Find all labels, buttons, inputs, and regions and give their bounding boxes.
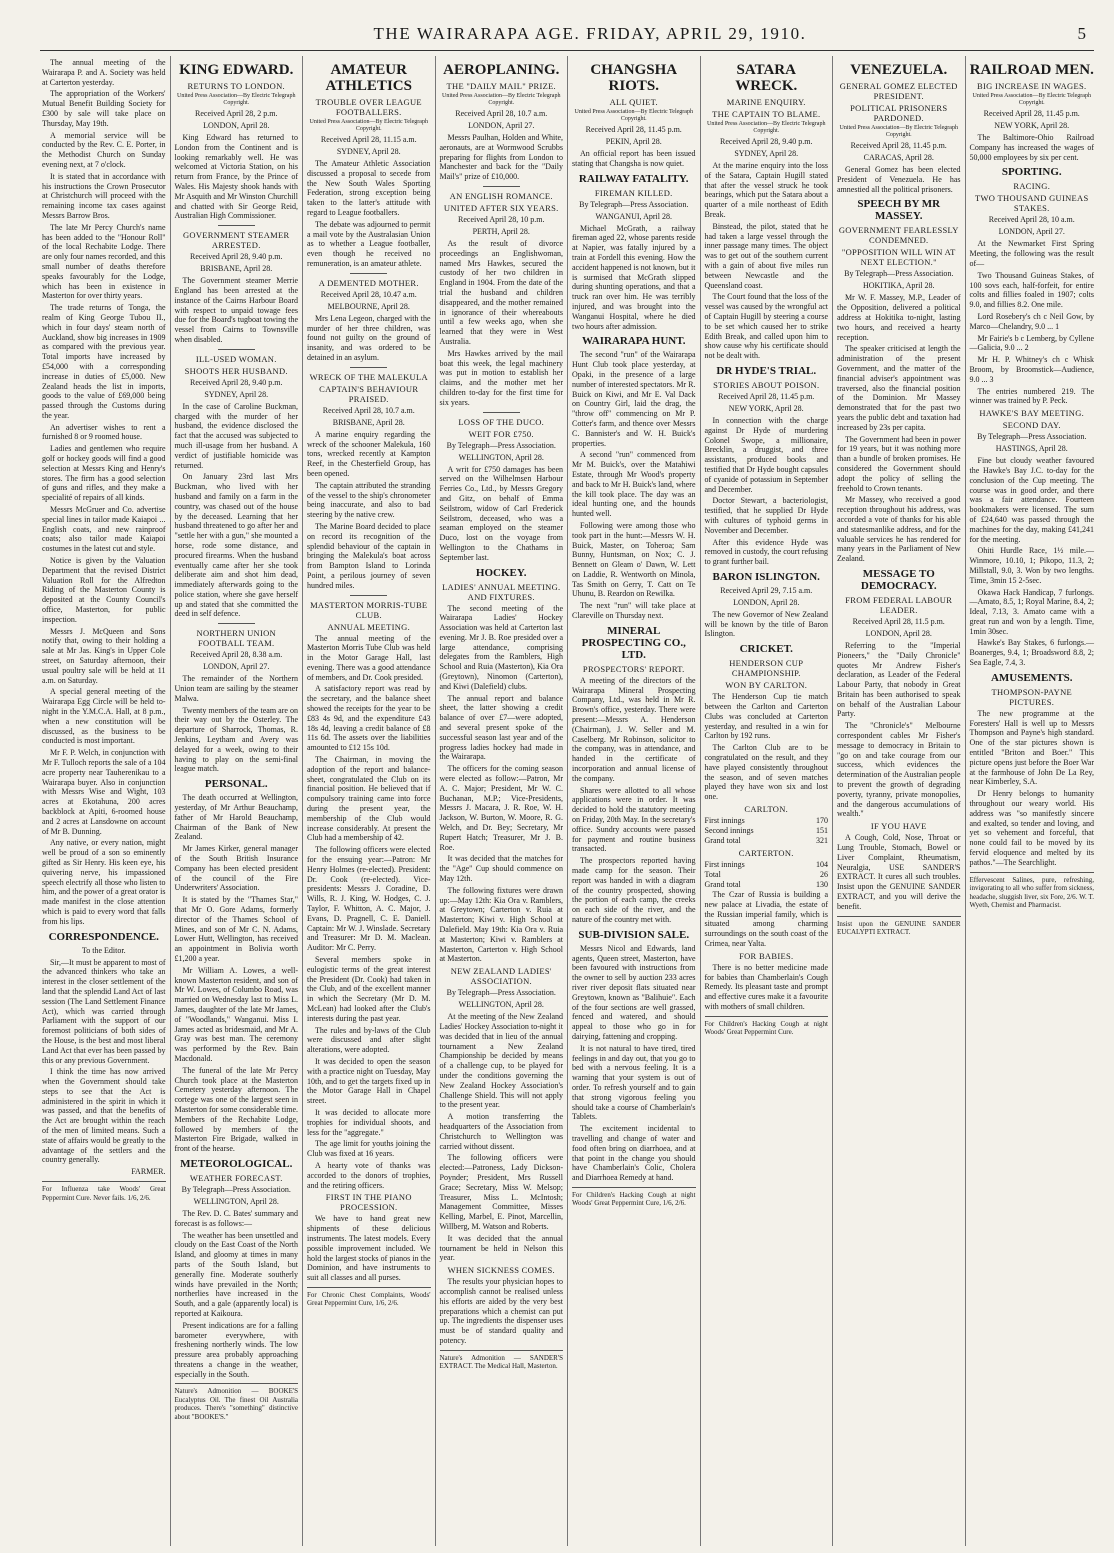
subheading: UNITED AFTER SIX YEARS. (443, 202, 559, 213)
article-paragraph: After this evidence Hyde was removed in custody, the court refusing to grant further bail. (704, 537, 828, 567)
dateline-received: Received April 28, 10.7 a.m. (455, 109, 548, 118)
dateline-received: By Telegraph—Press Association. (579, 199, 689, 209)
score-row (705, 836, 829, 846)
news-item: Messrs McGruer and Co. advertise special lines in tailor made Kaiapoi ... English coats, and new rainproof coats; also tailor made Kaiapoi costumes in the latest cut and style. (42, 505, 166, 554)
subheading: RACING. (1013, 181, 1051, 192)
headline-aeroplaning: AEROPLANING. (443, 62, 560, 78)
divider (350, 367, 387, 368)
subheading: RETURNS TO LONDON. (187, 81, 285, 91)
article-paragraph: The following officers were elected:—Patroness, Lady Dickson-Poynder; President, Mrs Russell Grace; Secretary, Miss W. Melsop; Treasurer, Miss L. McIntosh; Management Committee, Misses Kelling, Marbel, E. Pinot, Marcellin, Willberg, M. Watson and Roberts. (439, 1153, 563, 1231)
dateline-received: Received April 28, 2 p.m. (195, 109, 278, 118)
article-paragraph: Messrs Nicol and Edwards, land agents, Queen street, Masterton, have been favoured with instructions from the owner to sell by auction 233 acres river river deposit flats situated near Greytown, known as "Balihuie". Each of the four sections are well grassed, fenced and watered, and should appeal to those who go in for dairying, fattening and cropping. (572, 943, 696, 1041)
article-paragraph: Mr W. F. Massey, M.P., Leader of the Opposition, delivered a political address at Hokitika to-night, lasting two hours, and received a hearty reception. (837, 293, 961, 342)
article-paragraph: Mrs Lena Legeon, charged with the murder of her three children, was found not guilty on the ground of insanity, and was ordered to be detained in an asylum. (307, 313, 431, 362)
article-paragraph: A Cough, Cold, Nose, Throat or Lung Trouble, Stomach, Bowel or Liver Complaint, Rheumatism, Neuralgia, USE SANDER'S EXTRACT. It cures all such troubles. Insist upon the GENUINE SANDER EXTRACT, and you will derive the benefit. (837, 833, 961, 911)
article-paragraph: A motion transferring the headquarters of the Association from Christchurch to Wellington was carried without dissent. (439, 1112, 563, 1151)
dateline-city: PEKIN, April 28. (605, 137, 662, 146)
advertisement: For Influenza take Woods' Great Peppermint Cure. Never fails. 1/6, 2/6. (42, 1181, 166, 1202)
divider (218, 349, 255, 350)
article-paragraph: The rules and by-laws of the Club were discussed and after slight alterations, were adopted. (307, 1025, 431, 1055)
score-row (705, 870, 829, 880)
news-item: The appropriation of the Workers' Mutual Benefit Building Society for £300 by sale will take place on Thursday, May 19th. (42, 89, 166, 128)
article-paragraph: Doctor Stewart, a bacteriologist, testified, that he supplied Dr Hyde with cultures of typhoid germs in November and December. (704, 496, 828, 535)
article-paragraph: An official report has been issued stating that Changsha is now quiet. (572, 149, 696, 168)
headline-amateur-athletics: AMATEUR ATHLETICS (325, 62, 412, 94)
article-paragraph: It was decided that the matches for the "Age" Cup should commence on May 12th. (439, 854, 563, 884)
advertisement: For Children's Hacking Cough at night Woods' Great Peppermint Cure. (705, 1016, 829, 1037)
headline-baron-islington: BARON ISLINGTON. (712, 570, 820, 583)
article-paragraph: The prospectors reported having made camp for the season. Their report was handed in with a diagram of the country prospected, showing the portion of each camp, the creeks on each side of the river, and the nature of the country met with. (572, 856, 696, 924)
headline-amusements: AMUSEMENTS. (990, 671, 1073, 684)
article-paragraph: The "Chronicle's" Melbourne correspondent cables Mr Fisher's message to democracy in Britain to "go on and take courage from our success, which evidences the determination of the Australian people to prevent the growth of degrading poverty, tyranny, private monopolies, and the dangerous accumulations of wealth." (837, 721, 961, 819)
wire-credit: United Press Association—By Electric Telegraph Copyright. (972, 93, 1091, 106)
divider (218, 225, 255, 226)
subheading: CAPTAIN'S BEHAVIOUR PRAISED. (319, 383, 419, 404)
headline-speech-by-mr-massey: SPEECH BY MR MASSEY. (857, 198, 941, 223)
headline-wairarapa-hunt: WAIRARAPA HUNT. (582, 335, 686, 348)
dateline-received: By Telegraph—Press Association. (844, 269, 954, 279)
column-1 (38, 56, 171, 1546)
score-value: 130 (816, 880, 828, 890)
subheading: GOVERNMENT STEAMER ARRESTED. (182, 230, 290, 251)
dateline-city: SYDNEY, April 28. (204, 389, 269, 399)
subheading: FROM FEDERAL LABOUR LEADER. (845, 594, 953, 615)
dateline-city: LONDON, April 28. (733, 597, 800, 607)
article-paragraph: Mr Massey, who received a good reception throughout his address, was accorded a vote of thanks for his able and statesmanlike address, and for the valuable services he has rendered for many years in the Parliament of New Zealand. (837, 495, 961, 564)
dateline-city: CARACAS, April 28. (863, 153, 934, 162)
dateline-city: SYDNEY, April 28. (336, 147, 401, 156)
article-paragraph: The Czar of Russia is building a new palace at Livadia, the estate of the Russian imperial family, which is situated among charming surroundings on the south coast of the Crimea, near Yalta. (704, 890, 828, 949)
score-label: Grand total (704, 836, 741, 846)
advertisement: Nature's Admonition — BOOKE'S Eucalyptus Oil. The finest Oil Australia produces. There's "something" distinctive about "BOOKE'S." (175, 1383, 299, 1421)
article-paragraph: The age limit for youths joining the Club was fixed at 16 years. (307, 1139, 431, 1159)
letter-paragraph: Sir,—It must be apparent to most of the advanced thinkers who take an interest in the closer settlement of the land that the splendid Land Act of last session (The Land Settlement Finance Act), which was carried through Parliament with the support of our foremost politicians of both sides of the House, is the best and most liberal Land Act that ever has been passed by this or any previous Government. (42, 957, 166, 1065)
divider (483, 186, 520, 187)
news-item: The annual meeting of the Wairarapa P. and A. Society was held at Carterton yesterday. (42, 58, 166, 87)
score-row (705, 816, 829, 826)
article-paragraph: The Amateur Athletic Association discussed a proposal to secede from the New South Wales Sporting Federation, strong exception being taken to the latter's attitude with regard to League footballers. (307, 159, 431, 217)
article-paragraph: The Baltimore-Ohio Railroad Company has increased the wages of 50,000 employees by six per cent. (969, 133, 1094, 162)
article-paragraph: The Government steamer Merrie England has been arrested at the instance of the Cairns Harbour Board with respect to unpaid towage fees due for the Board's tugboat towing the vessel from Cairns to Townsville when disabled. (174, 276, 298, 344)
race-result: Hawke's Bay Stakes, 6 furlongs.—Boanerges, 9.4, 1; Broadsword 8.8, 2; Sea Eagle, 7.4, 3. (969, 638, 1094, 668)
race-result: Lord Rosebery's ch c Neil Gow, by Marco—Chelandry, 9.0 ... 1 (969, 311, 1094, 331)
dateline-city: WELLINGTON, April 28. (458, 1000, 544, 1010)
dateline-city: BRISBANE, April 28. (200, 264, 273, 274)
race-result: Mr Fairie's b c Lemberg, by Cyllene—Galicia, 9.0 ... 2 (969, 333, 1094, 353)
subheading: BIG INCREASE IN WAGES. (977, 81, 1087, 91)
headline-mineral-prospecting: MINERAL PROSPECTING CO., LTD. (581, 624, 686, 661)
page-number: 5 (1077, 24, 1086, 43)
article-paragraph: The weather has been unsettled and cloudy on the East Coast of the North Island, and gloomy at times in many parts of the South Island, but generally fine. Moderate southerly winds have prevailed in the North; northerlies have increased in the South, and a gale (apparently local) is reported at Kaikoura. (174, 1230, 298, 1318)
subheading: GOVERNMENT FEARLESSLY CONDEMNED. (838, 225, 959, 246)
article-paragraph: Messrs Paulhan, Holden and White, aeronauts, are at Wormwood Scrubbs preparing for flights from London to Manchester and back for the "Daily Mail's" prize of £10,000. (439, 133, 563, 182)
subheading: "OPPOSITION WILL WIN AT NEXT ELECTION." (841, 247, 956, 268)
headline-dr-hydes-trial: DR HYDE'S TRIAL. (716, 364, 817, 377)
subheading: HAWKE'S BAY MEETING. (979, 408, 1085, 419)
score-label: Total (704, 870, 721, 880)
article-paragraph: Mrs Hawkes arrived by the mail boat this week, the legal machinery was put in motion to establish her claims, and the mother met her children to-day for the first time for six years. (439, 348, 563, 407)
article-paragraph: Several members spoke in eulogistic terms of the great interest the President (Dr. Cook) had taken in the Club, and of the excellent manner in which the Secretary (Mr D. M. McLean) had looked after the Club's interests during the past year. (307, 955, 431, 1023)
article-paragraph: Twenty members of the team are on their way out by the Osterley. The departure of Sharrock, Thomas, R. Jenkins, Leytham and Avery was delayed for a week, owing to their having to play on the semi-final league match. (174, 705, 298, 774)
subheading: FOR BABIES. (739, 950, 794, 961)
column-6 (701, 56, 834, 1546)
subheading: POLITICAL PRISONERS PARDONED. (850, 103, 948, 123)
dateline-received: Received April 29, 7.15 a.m. (720, 585, 813, 595)
wire-credit: United Press Association—By Electric Telegraph Copyright. (309, 119, 428, 132)
article-paragraph: A second "run" commenced from Mr M. Buick's, over the Matahiwi Estate, through Mr Wood's property and back to Mr H. Buick's land, where the kill took place. The day was an ideal hunting one, and the hounds hunted well. (572, 450, 696, 519)
news-item: The trade returns of Tonga, the realm of King George Tubou II., which in four days' steam north of Auckland, show big increases in 1909 as compared with the previous year. Total imports have increased by £54,000 with a corresponding increase in duties of £5,000. New Zealand heads the list in imports, goods to the value of £69,000 being passed through the Customs during the year. (42, 303, 166, 420)
dateline-received: Received April 28, 10.7 a.m. (322, 405, 415, 415)
article-paragraph: The Carlton Club are to be congratulated on the result, and they have played consistently throughout the season, and of seven matches played they have won six and lost one. (704, 743, 828, 802)
dateline-received: By Telegraph—Press Association. (181, 1184, 291, 1194)
article-paragraph: It is stated by the "Thames Star," that Mr O. Gore Adams, formerly director of the Thames School of Mines, and son of Mr C. N. Adams, Lower Hutt, Wellington, has received an appointment in Bolivia worth £1,200 a year. (174, 895, 298, 963)
score-value: 151 (816, 826, 828, 836)
newspaper-title: THE WAIRARAPA AGE. FRIDAY, APRIL 29, 1910. (373, 24, 807, 43)
dateline-city: SYDNEY, April 28. (734, 149, 799, 158)
headline-venezuela: VENEZUELA. (850, 62, 948, 78)
dateline-received: Received April 28, 11.5 p.m. (852, 616, 945, 626)
subheading: GENERAL GOMEZ ELECTED PRESIDENT. (839, 81, 958, 101)
article-paragraph: The following fixtures were drawn up:—May 12th: Kia Ora v. Ramblers, at Greytown; Carterton v. Ruia at Masterton; Kiwi v. High School at Dalefield. May 19th: Kia Ora v. Ruia at Masterton; Kiwi v. Ramblers at Masterton, Carterton v. High School at Masterton. (439, 885, 563, 964)
subheading: THE CAPTAIN TO BLAME. (712, 109, 821, 119)
article-paragraph: The results your physician hopes to accomplish cannot be realised unless his efforts are aided by the very best preparations which a chemist can put up. The ingredients the dispenser uses must be of standard quality and potency. (439, 1277, 563, 1345)
article-paragraph: The Chairman, in moving the adoption of the report and balance-sheet, congratulated the Club on its financial position. He believed that if compulsory training came into force during the present year, the membership of the Club would increase considerably. At present the Club had a membership of 42. (307, 755, 431, 843)
wire-credit: United Press Association—By Electric Telegraph Copyright. (707, 121, 826, 134)
article-paragraph: Referring to the "Imperial Pioneers," the "Daily Chronicle" quotes Mr Andrew Fisher's declaration, as Leader of the Federal Labour Party, that nobody in Great Britain has been authorised to speak on behalf of the Australian Labour Party. (837, 640, 961, 719)
article-paragraph: In connection with the charge against Dr Hyde of murdering Colonel Swope, a millionaire, Brecklin, a druggist, and three assistants, produced books and testified that Dr Hyde bought capsules of cyanide of potassium in September and December. (704, 415, 828, 494)
dateline-city: WANGANUI, April 28. (595, 211, 672, 221)
dateline-received: By Telegraph—Press Association. (446, 440, 556, 450)
article-paragraph: Michael McGrath, a railway fireman aged 22, whose parents reside at Napier, was fatally injured by a train at Fordell this evening. How the accident happened is not known, but it is surmised that McGrath slipped during shunting operations, and that a truck ran over him. He was terribly injured, and was brought into the Wanganui Hospital, where he died two hours after admission. (572, 223, 696, 331)
article-paragraph: The new programme at the Foresters' Hall is well up to Messrs Thompson and Payne's high standard. One of the star pictures shown is entitled "Briton and Boer." This picture opens just before the Boer War at the farmhouse of John De La Rey, near Kimberley, S.A. (969, 708, 1094, 787)
news-item: Messrs J. McQueen and Sons notify that, owing to their holding a sale at Mr Jas. King's in Upper Cole street, on Saturday afternoon, their usual poultry sale will be held at 11 a.m. on Saturday. (42, 626, 166, 685)
dateline-received: Received April 28, 11.45 p.m. (585, 125, 682, 134)
dateline-received: Received April 28, 9.40 p.m. (190, 377, 283, 387)
score-label: First innings (704, 816, 745, 826)
score-label: First innings (704, 860, 745, 870)
dateline-city: NEW YORK, April 28. (994, 121, 1070, 130)
race-result: Mr H. P. Whitney's ch c Whisk Broom, by Broomstick—Audience, 9.0 ... 3 (969, 355, 1094, 384)
article-paragraph: The Court found that the loss of the vessel was caused by the wrongful act of Captain Hugill by steering a course to be set which caused her to strike Edith Break, and called upon him to show cause why his certificate should not be dealt with. (704, 292, 828, 361)
score-value: 321 (816, 836, 828, 846)
score-row (705, 860, 829, 870)
subheading: SECOND DAY. (1002, 420, 1061, 431)
dateline-city: LONDON, April 27. (203, 662, 270, 672)
headline-personal: PERSONAL. (204, 778, 268, 791)
dateline-received: Received April 28, 11.45 p.m. (850, 141, 947, 150)
subheading: WHEN SICKNESS COMES. (447, 1265, 555, 1276)
article-paragraph: It was decided that the annual tournament be held in Nelson this year. (439, 1233, 563, 1263)
article-paragraph: The next "run" will take place at Clareville on Thursday next. (572, 601, 696, 621)
article-paragraph: Binstead, the pilot, stated that he had taken a large vessel through the inner passage many times. The object was to get out of the southern current with a gain of about five miles run between Newcastle and the Queensland coast. (704, 221, 828, 290)
article-paragraph: On January 23rd last Mrs Buckman, who lived with her husband and family on a farm in the country, was chased out of the house by the deceased. Learning that her husband threatened to go after her and "settle her with a gun," she mounted a horse, rode some distance, and procured firearms. When the husband eventually came after her she took deliberate aim and shot him dead, immediately afterwards going to the police station, where she gave herself up and stated that she committed the deed in self defence. (174, 472, 298, 619)
masthead (0, 0, 1114, 54)
headline-meteorological: METEOROLOGICAL. (180, 1157, 293, 1170)
wire-credit: United Press Association—By Electric Telegraph Copyright. (574, 109, 693, 122)
advertisement: For Chronic Chest Complaints, Woods' Great Peppermint Cure, 1/6, 2/6. (307, 1287, 431, 1308)
scorecard-team: CARTERTON. (738, 848, 794, 859)
score-label: Grand total (704, 880, 741, 890)
wire-credit: United Press Association—By Electric Telegraph Copyright. (177, 93, 296, 106)
news-item: It is stated that in accordance with his instructions the Crown Prosecutor at Christchurch will proceed with the remaining income tax cases against Messrs Barrow Bros. (42, 171, 166, 220)
subheading: ILL-USED WOMAN. (195, 353, 277, 364)
news-item: Ladies and gentlemen who require golf or hockey goods will find a good selection at Messrs King and Henry's stores. The firm has a good selection of guns and rifles, and they make a specialité of repairs of all kinds. (42, 444, 166, 503)
dateline-received: Received April 28, 10 p.m. (458, 214, 545, 224)
score-value: 26 (820, 870, 828, 880)
article-paragraph: The entries numbered 219. The winner was trained by P. Peck. (969, 386, 1094, 406)
article-paragraph: At the Newmarket First Spring Meeting, the following was the result of— (969, 239, 1094, 268)
column-4 (436, 56, 569, 1546)
article-paragraph: A writ for £750 damages has been served on the Wilhelmsen Harbour Ferries Co., Ltd., by Messrs Gregory and Gitz, on behalf of Emma Seilstrom, widow of Carl Frederick Seilstrom, deceased, who was a seaman employed on the steamer Duco, lost on the voyage from Wellington to the Chathams in September last. (439, 464, 563, 562)
article-paragraph: The new Governor of New Zealand will be known by the title of Baron Islington. (704, 609, 828, 639)
subheading: NORTHERN UNION FOOTBALL TEAM. (196, 628, 276, 649)
headline-sporting: SPORTING. (1001, 166, 1062, 179)
article-paragraph: The annual report and balance sheet, the latter showing a credit balance of over £7—were adopted, and several present spoke of the successful season last year and of the progress ladies hockey had made in the Wairarapa. (439, 693, 563, 762)
subheading: TWO THOUSAND GUINEAS STAKES. (974, 193, 1089, 214)
subheading: ALL QUIET. (609, 97, 658, 107)
dateline-received: Received April 28, 11.15 a.m. (320, 135, 417, 144)
headline-king-edward: KING EDWARD. (179, 62, 294, 78)
dateline-received: Received April 28, 11.45 p.m. (983, 109, 1080, 118)
news-item: The late Mr Percy Church's name has been added to the "Honour Roll" of the local Rechabite Lodge. There are only four names recorded, and this small number of deaths therefore speaks favourably for the Lodge, which has been in existence in Masterton for over thirty years. (42, 222, 166, 301)
subheading: WRECK OF THE MALEKULA (309, 371, 428, 382)
subheading: WEIT FOR £750. (468, 428, 534, 439)
dateline-received: Received April 28, 9.40 p.m. (190, 252, 283, 262)
article-paragraph: A hearty vote of thanks was accorded to the donors of trophies, and the retiring officers. (307, 1160, 431, 1190)
dateline-city: LONDON, April 27. (998, 227, 1065, 237)
article-paragraph: Fine but cloudy weather favoured the Hawke's Bay J.C. to-day for the conclusion of the Cup meeting. The course was in good order, and there was a fair attendance. Fourteen bookmakers were licensed. The sum of £24,640 was passed through the machines for the day, making £41,241 for the meeting. (969, 456, 1094, 544)
columns (38, 56, 1098, 1546)
headline-satara-wreck: SATARA WRECK. (735, 62, 798, 94)
subheading: STORIES ABOUT POISON. (713, 379, 820, 390)
subheading: LOSS OF THE DUCO. (458, 416, 545, 427)
subheading: HENDERSON CUP CHAMPIONSHIP. (729, 658, 804, 679)
letter-signature: FARMER. (131, 1167, 166, 1177)
letter-paragraph: I think the time has now arrived when the Government should take steps to see that the Act is administered in the spirit in which it was passed, and that the benefits of the Act are brought within the reach of the men of limited means. Such a state of affairs would be greatly to the advantage of the settlers and the country generally. (42, 1067, 166, 1165)
subheading: SHOOTS HER HUSBAND. (184, 365, 288, 376)
score-value: 170 (816, 816, 828, 826)
article-paragraph: Mr James Kirker, general manager of the South British Insurance Company has been elected president of the council of the Fire Underwriters' Association. (174, 844, 298, 893)
subheading: AN ENGLISH ROMANCE. (449, 190, 553, 201)
scorecard-team: CARLTON. (744, 804, 789, 815)
dateline-city: LONDON, April 28. (865, 628, 932, 638)
subheading: WEATHER FORECAST. (189, 1172, 283, 1183)
divider (350, 273, 387, 274)
article-paragraph: It is not natural to have tired, tired feelings in and day out, that you go to bed with a nervous feeling. It is a warning that your system is out of order. To refresh yourself and to gain that strong vigorous feeling you should take a course of Chamberlain's Tablets. (572, 1043, 696, 1122)
article-paragraph: The following officers were elected for the ensuing year:—Patron: Mr Henry Holmes (re-elected). President: Dr. Cook (re-elected). Vice-presidents: Messrs J. Coradine, D. Wills, R. J. King, W. Hodges, C. J. Taylor, F. Whitton, A. C. Major, J. Evans, D. Pragnell, C. E. Daniell. Captain: Mr W. J. Winslade. Secretary and Treasurer: Mr D. M. Maclean. Auditor: Mr C. Perry. (307, 845, 431, 953)
article-paragraph: The second meeting of the Wairarapa Ladies' Hockey Association was held at Carterton last evening. Mr J. B. Roe presided over a large attendance, comprising delegates from the Ramblers, High School and Ruia (Masterton), Kia Ora (Greytown), Ninomon (Carterton), and Kiwi (Dalefield) clubs. (439, 603, 563, 691)
race-result: Ohiti Hurdle Race, 1½ mile.—Winmore, 10.10, 1; Pikopo, 11.3, 2; Millstall, 9.0, 3. Won by two lengths. Time, 3min 15 2-5sec. (969, 546, 1094, 585)
dateline-received: Received April 28, 9.40 p.m. (720, 137, 813, 146)
masthead-rule (40, 50, 1094, 51)
dateline-city: NEW YORK, April 28. (728, 403, 804, 413)
score-row (705, 826, 829, 836)
headline-hockey: HOCKEY. (475, 566, 527, 579)
dateline-received: Received April 28, 10.47 a.m. (320, 289, 417, 299)
advertisement: Nature's Admonition — SANDER'S EXTRACT. The Medical Hall, Masterton. (440, 1350, 564, 1371)
subheading: FIREMAN KILLED. (594, 187, 673, 198)
article-paragraph: King Edward has returned to London from the Continent and is looking remarkably well. He was welcomed at Victoria Station, on his return from France, by the Prince of Wales. His Majesty shook hands with Mr Asquith and Mr Winston Churchill and chatted with Sir George Reid, Australian High Commissioner. (174, 133, 298, 221)
article-paragraph: A marine enquiry regarding the wreck of the schooner Malekula, 160 tons, wrecked recently at Kampton Reef, in the Chesterfield Group, has been opened. (307, 429, 431, 478)
article-paragraph: At the marine enquiry into the loss of the Satara, Captain Hugill stated that after the vessel struck he took bearings, which put the Satara about a quarter of a mile northeast of Edith Break. (704, 161, 828, 219)
subheading: NEW ZEALAND LADIES' ASSOCIATION. (450, 966, 552, 987)
subheading: FIRST IN THE PIANO PROCESSION. (325, 1192, 412, 1213)
headline-railway-fatality: RAILWAY FATALITY. (578, 172, 689, 185)
article-paragraph: It was decided to open the season with a practice night on Tuesday, May 10th, and to get the targets fixed up in the Motor Garage Hall in Chapel street. (307, 1056, 431, 1106)
column-8 (966, 56, 1099, 1546)
score-label: Second innings (704, 826, 754, 836)
article-paragraph: The remainder of the Northern Union team are sailing by the steamer Malwa. (174, 674, 298, 703)
dateline-city: LONDON, April 28. (203, 121, 270, 130)
article-paragraph: The annual meeting of the Masterton Morris Tube Club was held in the Motor Garage Hall, last evening. There was a good attendance of members, and Dr. Cook presided. (307, 633, 431, 682)
subheading: ANNUAL MEETING. (327, 621, 411, 632)
article-paragraph: The excitement incidental to travelling and change of water and food often bring on diarrhoea, and at that point in the change you should have Chamberlain's Colic, Cholera and Diarrhoea Remedy at hand. (572, 1124, 696, 1183)
subheading: PROSPECTORS' REPORT. (582, 663, 685, 674)
subheading: TROUBLE OVER LEAGUE FOOTBALLERS. (315, 97, 422, 117)
column-7 (833, 56, 966, 1546)
article-paragraph: It was decided to allocate more trophies for individual shoots, and less for the "aggregate." (307, 1107, 431, 1137)
advertisement: Insist upon the GENUINE SANDER EUCALYPTI EXTRACT. (837, 916, 961, 937)
article-paragraph: We have to hand great new shipments of these delicious instruments. The latest models. Every possible improvement included. We hold the largest stocks of pianos in the Dominion, and have instruments to suit all classes and all purses. (307, 1214, 431, 1283)
dateline-city: LONDON, April 27. (468, 121, 535, 130)
advertisement: For Children's Hacking Cough at night Woods' Great Peppermint Cure, 1/6, 2/6. (572, 1187, 696, 1208)
divider (350, 595, 387, 596)
dateline-received: Received April 28, 8.38 a.m. (190, 650, 283, 660)
article-paragraph: At the meeting of the New Zealand Ladies' Hockey Association to-night it was decided that in lieu of the annual tournament a New Zealand Championship be decided by means of a challenge cup, to be played for under the conditions governing the New Zealand Hockey Association's Challenge Shield. This will not apply to the present year. (439, 1012, 563, 1110)
dateline-city: HOKITIKA, April 28. (862, 281, 935, 291)
score-value: 104 (816, 860, 828, 870)
column-2 (171, 56, 304, 1546)
article-paragraph: Present indications are for a falling barometer everywhere, with freshening northerly winds. The low pressure area probably approaching threatens a change in the weather, especially in the South. (174, 1320, 298, 1379)
correspondence-headline: CORRESPONDENCE. (48, 930, 159, 943)
article-paragraph: A meeting of the directors of the Wairarapa Mineral Prospecting Company, Ltd., was held in Mr R. Brown's office, yesterday. There were present:—Messrs A. Henderson (Chairman), J. W. Seller and M. Caselberg. Mr Robinson, solicitor to the company, was in attendance, and handed in the certificate of incorporation and annual license of the company. (572, 675, 696, 783)
news-item: A memorial service will be conducted by the Rev. C. E. Porter, in the Methodist Church on Sunday evening next, at 7 o'clock. (42, 130, 166, 169)
article-paragraph: The Government had been in power for 19 years, but it was nothing more than a bundle of broken promises. He considered the Government should adopt the policy of selling the freehold to Crown tenants. (837, 434, 961, 493)
article-paragraph: The Rev. D. C. Bates' summary and forecast is as follows:— (174, 1208, 298, 1228)
wire-credit: United Press Association—By Electric Telegraph Copyright. (839, 125, 958, 138)
subheading: MARINE ENQUIRY. (726, 97, 806, 107)
article-paragraph: A satisfactory report was read by the secretary, and the balance sheet showed the receipts for the year to be £83 4s 9d, and the expenditure £43 18s 4d, leaving a credit balance of £8 11s 6d. The assets over the liabilities amounted to £12 15s 10d. (307, 684, 431, 753)
subheading: A DEMENTED MOTHER. (318, 277, 419, 288)
subheading: THOMPSON-PAYNE PICTURES. (991, 686, 1073, 707)
news-item: A special general meeting of the Wairarapa Egg Circle will be held to-night in the Y.M.C.A. Hall, at 8 p.m., when a new constitution will be discussed, as the business to be conducted is most important. (42, 687, 166, 746)
subheading: MASTERTON MORRIS-TUBE CLUB. (310, 599, 428, 620)
article-paragraph: Dr Henry belongs to humanity throughout our weary world. His address was "so manifestly sincere and exalted, so tender and loving, and yet so vehement and forceful, that none could fail to be moved by its fervid eloquence and melted by its pathos."—The Searchlight. (969, 789, 1094, 867)
subheading: THE "DAILY MAIL" PRIZE. (446, 81, 556, 91)
article-paragraph: The funeral of the late Mr Percy Church took place at the Masterton Cemetery yesterday afternoon. The cortege was one of the largest seen in Masterton for some considerable time. Members of the Rechabite Lodge, followed by members of the Masterton Fire Brigade, walked in front of the hearse. (174, 1065, 298, 1154)
news-item: Notice is given by the Valuation Department that the revised District Valuation Roll for the Alfredton Riding of the Masterton County is deposited at the County Council's office, Masterton, for public inspection. (42, 556, 166, 624)
headline-railroad-men: RAILROAD MEN. (969, 62, 1094, 78)
headline-message-to-democracy: MESSAGE TO DEMOCRACY. (860, 567, 937, 592)
wire-credit: United Press Association—By Electric Telegraph Copyright. (442, 93, 561, 106)
article-paragraph: As the result of divorce proceedings an Englishwoman, named Mrs Hawkes, secured the custody of her two children in England in 1904. From the date of the trial the husband and children disappeared, and the mother remained in ignorance of their whereabouts until a few weeks ago, when she learned that they were in West Australia. (439, 238, 563, 346)
advertisement: Effervescent Salines, pure, refreshing, invigorating to all who suffer from sickness, headache, sluggish liver, six Fore, 2/6. W. T. Wyeth, Chemist and Pharmacist. (970, 872, 1095, 910)
article-paragraph: In the case of Caroline Buckman, charged with the murder of her husband, the evidence disclosed the fact that the accused was subjected to much ill-usage from her husband. A verdict of justifiable homicide was returned. (174, 401, 298, 470)
subheading: WON BY CARLTON. (725, 680, 808, 691)
subheading: IF YOU HAVE (870, 821, 927, 832)
article-paragraph: General Gomez has been elected President of Venezuela. He has amnestied all the political prisoners. (837, 165, 961, 194)
article-paragraph: The Henderson Cup tie match between the Carlton and Carterton Clubs was concluded at Carterton yesterday, and resulted in a win for Carlton by 192 runs. (704, 692, 828, 741)
article-paragraph: Following were among those who took part in the hunt:—Messrs W. H. Buick, Master, on Toheroa; Sam Bunny, Huntsman, on Nox; C. J. Bennett on Gleam o' Dawn, W. Lett on Laddie, R. Wentworth on Minola, Tas Smith on Gerry, T. Catt on Te Uhunu, B. Reardon on Rewilka. (572, 520, 696, 599)
article-paragraph: There is no better medicine made for babies than Chamberlain's Cough Remedy. Its pleasant taste and prompt and effective cures make it a favourite with mothers of small children. (704, 962, 828, 1012)
dateline-received: By Telegraph—Press Association. (977, 432, 1087, 442)
dateline-received: Received April 28, 10 a.m. (988, 215, 1075, 225)
news-item: Mr F. P. Welch, in conjunction with Mr F. Tulloch reports the sale of a 104 acre property near Tauherenikau to a Wairarapa buyer. Also in conjunction with Messrs Wise and Wight, 103 acres at Ekotahuna, 200 acres backblock at Apiti, 6-roomed house and 2 acres at Lansdowne on account of Mr B. Dunning. (42, 748, 166, 836)
article-paragraph: Mr William A. Lowes, a well-known Masterton resident, and son of Mr W. Lowes, of Columbo Road, was married on Wednesday last to Miss L. James, daughter of the late Mr James, of "Woodlands," Wanganui. Miss I. James acted as bridesmaid, and Mr A. Gray was best man. The ceremony was performed by the Rev. Bain Macdonald. (174, 965, 298, 1063)
article-paragraph: The Marine Board decided to place on record its recognition of the splendid behaviour of the captain in bringing the Malekula's boat across from Bampton Island to Lorinda Point, a perilous journey of seven hundred miles. (307, 521, 431, 590)
article-paragraph: The death occurred at Wellington, yesterday, of Mr Arthur Beauchamp, father of Mr Harold Beauchamp, Chairman of the Bank of New Zealand. (174, 793, 298, 842)
dateline-city: BRISBANE, April 28. (332, 417, 405, 427)
headline-sub-division-sale: SUB-DIVISION SALE. (578, 928, 690, 941)
dateline-city: HASTINGS, April 28. (995, 444, 1068, 454)
dateline-city: WELLINGTON, April 28. (458, 452, 544, 462)
news-item: An advertiser wishes to rent a furnished 8 or 9 roomed house. (42, 422, 166, 442)
divider (483, 412, 520, 413)
column-3 (303, 56, 436, 1546)
dateline-received: Received April 28, 11.45 p.m. (718, 391, 815, 401)
dateline-received: By Telegraph—Press Association. (446, 988, 556, 998)
news-item: Any native, or every nation, might well be proud of a son so eminently gifted as Sir Henry. His keen eye, his quivering nerve, his impassioned speech electrify all those who listen to him, and the power of a great orator is made manifest in the close attention which is paid to every word that falls from his lips. (42, 838, 166, 926)
article-paragraph: Two Thousand Guineas Stakes, of 100 sovs each, half-forfeit, for entire colts and fillies foaled in 1907; colts 9.0, and fillies 8.2. One mile. (969, 270, 1094, 310)
dateline-city: PERTH, April 28. (472, 226, 530, 236)
race-result: Okawa Hack Handicap, 7 furlongs.—Amato, 8.5, 1; Royal Marine, 8.4, 2; Ideal, 7.13, 3. Amato came with a great run and won by a length. Time, 1min 30sec. (969, 587, 1094, 636)
article-paragraph: The officers for the coming season were elected as follow:—Patron, Mr A. C. Major; President, Mr W. C. Buchanan, M.P.; Vice-Presidents, Messrs J. Macara, J. R. Roe, W. H. Jackson, W. Burton, W. Moore, R. G. Welch, and Dr. Bey; Secretary, Mr Rupert Hatch; Treasurer, Mr J. B. Roe. (439, 764, 563, 852)
article-paragraph: Shares were allotted to all whose applications were in order. It was decided to hold the statutory meeting on Friday, 20th May. In the secretary's office. Sundry accounts were passed for payment and routine business transacted. (572, 785, 696, 854)
headline-cricket: CRICKET. (739, 643, 793, 656)
article-paragraph: The debate was adjourned to permit a mail vote by the Australasian Union as to whether a League footballer, even though he received no remuneration, is an amateur athlete. (307, 219, 431, 268)
article-paragraph: The second "run" of the Wairarapa Hunt Club took place yesterday, at Opaki, in the presence of a large number of interested spectators. Mr R. Buick on Kiwi, and Mr E. Val Dack on Country Girl, laid the drag, the "throw off" commencing on Mr P. Cotter's farm, and thence over Messrs C. Bannister's and W. H. Buick's properties. (572, 350, 696, 448)
article-paragraph: The speaker criticised at length the administration of the present Government, and the matter of the financial adviser's appointment was traversed, also the financial position of the Dominion. Mr Massey demonstrated that for the past two years the public debt and taxation had increased by 23s per capita. (837, 344, 961, 432)
column-5 (568, 56, 701, 1546)
subheading: LADIES' ANNUAL MEETING. AND FIXTURES. (442, 581, 561, 602)
dateline-city: MELBOURNE, April 28. (327, 301, 410, 311)
correspondence-to: To the Editor. (81, 945, 126, 955)
score-row (705, 880, 829, 890)
article-paragraph: The captain attributed the stranding of the vessel to the ship's chronometer being inaccurate, and also to bad steering by the native crew. (307, 480, 431, 520)
dateline-city: WELLINGTON, April 28. (193, 1196, 279, 1206)
headline-changsha-riots: CHANGSHA RIOTS. (590, 62, 678, 94)
divider (218, 623, 255, 624)
